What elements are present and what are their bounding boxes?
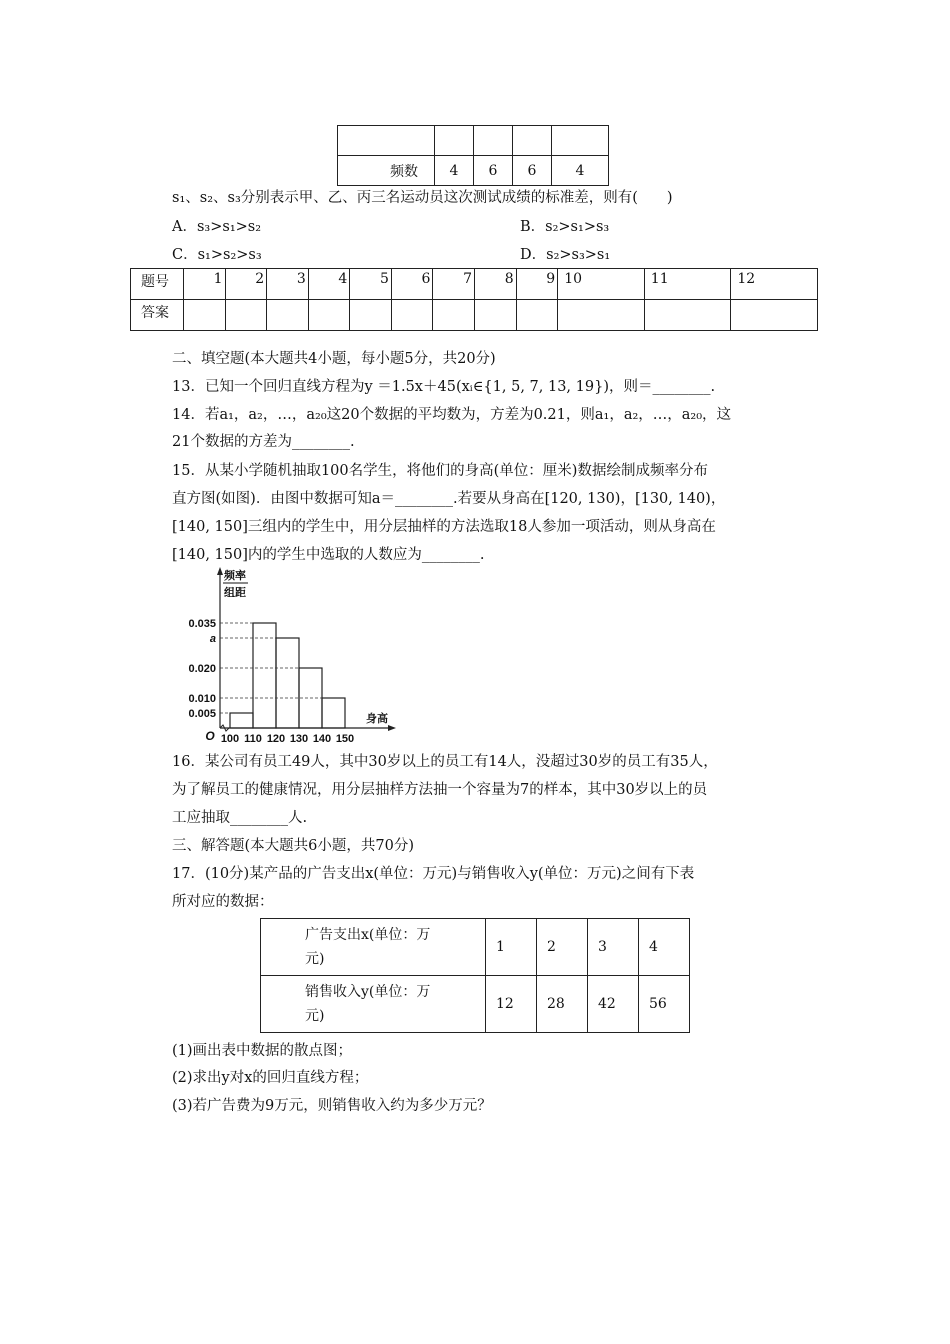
question-14-line: 21个数据的方差为________.: [172, 434, 355, 450]
q17-table: [260, 918, 690, 1033]
option-d: D．s₂>s₃>s₁: [520, 247, 611, 263]
option-c: C．s₁>s₂>s₃: [172, 247, 262, 263]
answer-cell[interactable]: [516, 300, 558, 331]
question-number: 9: [516, 269, 558, 300]
histogram-chart: [175, 565, 415, 745]
table-cell: 42: [588, 976, 639, 1033]
answer-cell[interactable]: [475, 300, 517, 331]
question-17-line: 17．(10分)某产品的广告支出x(单位：万元)与销售收入y(单位：万元)之间有下表: [172, 866, 695, 882]
question-stem: s₁、s₂、s₃分别表示甲、乙、丙三名运动员这次测试成绩的标准差，则有( ): [172, 190, 673, 206]
histogram-bar: [322, 698, 345, 728]
row-label: [261, 919, 486, 976]
question-15-line: [140, 150]三组内的学生中，用分层抽样的方法选取18人参加一项活动，则从身高在: [172, 519, 716, 535]
x-tick-label: 120: [266, 733, 286, 745]
y-tick-label: a: [209, 633, 216, 645]
row-label: 题号: [131, 269, 184, 300]
answer-cell[interactable]: [558, 300, 645, 331]
x-tick-label: 130: [289, 733, 309, 745]
question-15-line: 15．从某小学随机抽取100名学生，将他们的身高(单位：厘米)数据绘制成频率分布: [172, 463, 708, 479]
answer-cell[interactable]: [267, 300, 309, 331]
histogram-bar: [230, 713, 253, 728]
frequency-table: [337, 125, 609, 186]
table-row: [338, 156, 609, 186]
table-cell: [552, 126, 609, 156]
question-13: 13．已知一个回归直线方程为y ＝1.5x＋45(xᵢ∈{1, 5, 7, 13, 19})，则＝________.: [172, 379, 716, 395]
question-15-line: [140, 150]内的学生中选取的人数应为________.: [172, 547, 485, 563]
table-cell: [474, 126, 513, 156]
table-row: [261, 976, 690, 1033]
table-row: [131, 300, 818, 331]
question-number: 12: [731, 269, 818, 300]
question-16-line: 工应抽取________人.: [172, 810, 308, 826]
question-number: 7: [433, 269, 475, 300]
option-b: B．s₂>s₁>s₃: [520, 219, 610, 235]
question-number: 11: [644, 269, 731, 300]
x-tick-label: 140: [312, 733, 332, 745]
row-label: 答案: [131, 300, 184, 331]
question-number: 2: [225, 269, 267, 300]
answer-cell[interactable]: [731, 300, 818, 331]
table-cell: 28: [537, 976, 588, 1033]
question-number: 10: [558, 269, 645, 300]
section-heading: 二、填空题(本大题共4小题，每小题5分，共20分): [172, 351, 496, 367]
table-cell: 4: [639, 919, 690, 976]
question-14-line: 14．若a₁，a₂，…，a₂₀这20个数据的平均数为，方差为0.21，则a₁，a₂，…，a₂₀，这: [172, 407, 732, 423]
histogram-bar: [276, 638, 299, 728]
y-axis-label-numerator: 频率: [224, 570, 246, 582]
table-cell: 56: [639, 976, 690, 1033]
answer-cell[interactable]: [225, 300, 267, 331]
answer-table: [130, 268, 818, 331]
x-tick-label: 110: [244, 733, 262, 745]
answer-cell[interactable]: [433, 300, 475, 331]
section-heading: 三、解答题(本大题共6小题，共70分): [172, 838, 414, 854]
table-cell: 4: [435, 156, 474, 186]
question-number: 6: [391, 269, 433, 300]
table-cell: [338, 126, 435, 156]
table-cell: [435, 126, 474, 156]
question-number: 5: [350, 269, 392, 300]
question-16-line: 16．某公司有员工49人，其中30岁以上的员工有14人，没超过30岁的员工有35人，: [172, 754, 718, 770]
answer-cell[interactable]: [184, 300, 226, 331]
table-cell: 4: [552, 156, 609, 186]
row-label-line: 销售收入y(单位：万: [305, 984, 431, 1000]
table-row: [338, 126, 609, 156]
sub-question-2: (2)求出y对x的回归直线方程；: [172, 1070, 369, 1086]
answer-cell[interactable]: [644, 300, 731, 331]
y-tick-label: 0.010: [188, 693, 216, 705]
row-label-line: 元): [305, 951, 325, 967]
x-axis-arrow: [388, 725, 396, 731]
question-number: 8: [475, 269, 517, 300]
row-label-line: 广告支出x(单位：万: [305, 927, 431, 943]
question-number: 1: [184, 269, 226, 300]
answer-cell[interactable]: [308, 300, 350, 331]
table-cell: 3: [588, 919, 639, 976]
answer-cell[interactable]: [391, 300, 433, 331]
x-tick-label: 100: [220, 733, 240, 745]
answer-cell[interactable]: [350, 300, 392, 331]
table-cell: 6: [513, 156, 552, 186]
table-cell: 2: [537, 919, 588, 976]
question-number: 3: [267, 269, 309, 300]
question-15-line: 直方图(如图)．由图中数据可知a＝________.若要从身高在[120, 130)，[130, 140)，: [172, 491, 726, 507]
sub-question-3: (3)若广告费为9万元，则销售收入约为多少万元？: [172, 1098, 492, 1114]
table-cell: [513, 126, 552, 156]
question-16-line: 为了解员工的健康情况，用分层抽样方法抽一个容量为7的样本，其中30岁以上的员: [172, 782, 708, 798]
x-axis-label: 身高: [366, 713, 388, 725]
question-17-line: 所对应的数据：: [172, 894, 274, 910]
row-label: 频数: [338, 156, 435, 186]
row-label-line: 元): [305, 1008, 325, 1024]
x-tick-label: 150: [335, 733, 355, 745]
origin-label: O: [205, 729, 215, 743]
table-cell: 12: [486, 976, 537, 1033]
table-row: [261, 919, 690, 976]
y-axis-label-denominator: 组距: [224, 587, 246, 599]
y-tick-label: 0.035: [188, 618, 216, 630]
y-tick-label: 0.020: [188, 663, 216, 675]
table-cell: 1: [486, 919, 537, 976]
table-cell: 6: [474, 156, 513, 186]
row-label: [261, 976, 486, 1033]
option-a: A．s₃>s₁>s₂: [172, 219, 262, 235]
question-number: 4: [308, 269, 350, 300]
y-axis-arrow: [217, 567, 223, 575]
sub-question-1: (1)画出表中数据的散点图；: [172, 1043, 353, 1059]
histogram-bar: [253, 623, 276, 728]
table-row: [131, 269, 818, 300]
y-tick-label: 0.005: [188, 708, 216, 720]
